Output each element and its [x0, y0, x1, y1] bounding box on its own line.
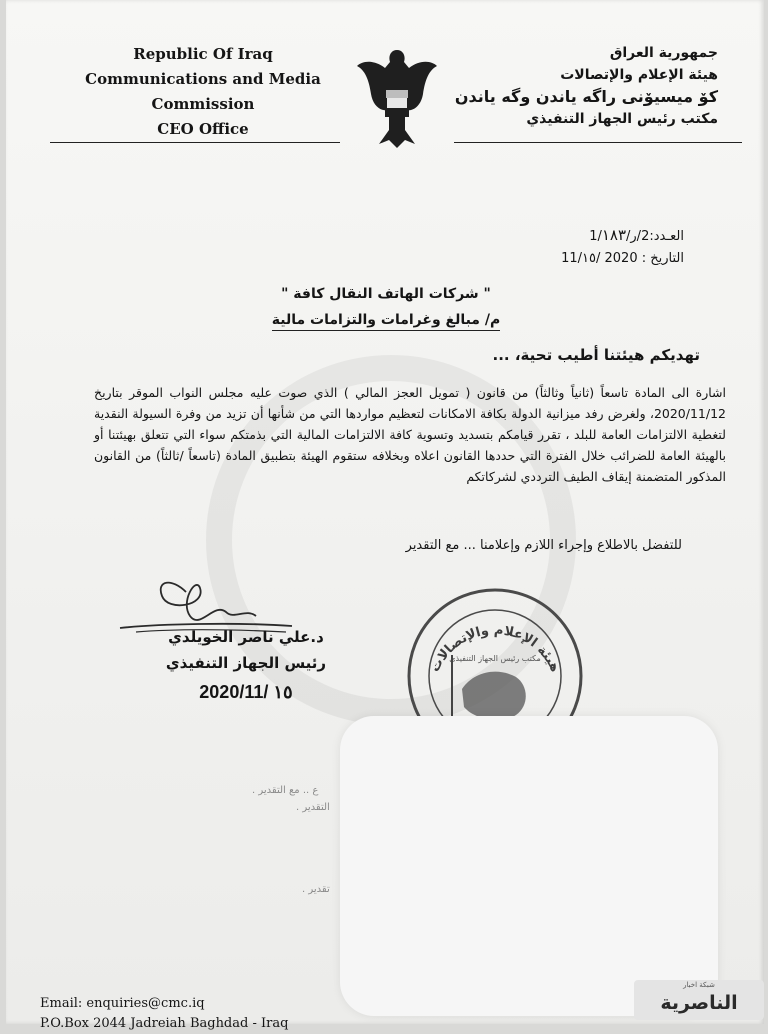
letter-subject [206, 312, 566, 328]
header-arabic [418, 42, 718, 130]
header-en-line: Commission [151, 95, 255, 113]
header-rule-left [50, 142, 340, 143]
header-en-line: CEO Office [157, 120, 249, 138]
letter-closing: للتفضل بالاطلاع وإجراء اللازم وإعلامنا ... مع التقدير [405, 538, 682, 553]
faint-text: ع .. مع التقدير . [252, 785, 319, 796]
header-ar-line: مكتب رئيس الجهاز التنفيذي [526, 111, 718, 127]
letter-recipient: " شركات الهاتف النقال كافة " [281, 286, 491, 302]
footer-address: P.O.Box 2044 Jadreiah Baghdad - Iraq [40, 1016, 289, 1031]
reference-date-label: التاريخ : [641, 251, 684, 266]
letter-body: اشارة الى المادة تاسعاً (ثانياً وثالثاً) من قانون ( تمويل العجز المالي ) الذي صوت عليه مجلس النواب الموقر بتاريخ 2020/11/12، ولغرض رفد ميزانية الدولة بكافة الامكانات لتعظيم مواردها التي من شأنها أن تزيد من وفرة السيولة النقدية لتغطية الالتزامات العامة للبلد ، تقرر قيامكم بتسديد وتسوية كافة الالتزامات المالية التي بذمتكم سواء التي تتعلق بهيئتنا أو بالهيئة العامة للضرائب خلال الفترة التي حددها القانون اعلاه وبخلافه ستقوم الهيئة بتطبيق المادة (تاسعاً /ثالثاً) من القانون المذكور المتضمنة إيقاف الطيف الترددي لشركاتكم [94, 385, 726, 484]
news-network-logo [634, 980, 764, 1020]
faint-text: تقدير . [302, 884, 330, 895]
reference-number-label: العـدد:2/ر/1/ [589, 229, 684, 244]
header-en-line: Communications and Media [85, 70, 321, 88]
redaction-overlay [340, 716, 718, 1016]
logo-main-text: الناصرية [660, 992, 738, 1014]
reference-number-value: ١٨٣ [601, 226, 627, 244]
footer-email: Email: enquiries@cmc.iq [40, 996, 205, 1011]
letter-footer [40, 994, 288, 1034]
header-rule-right [454, 142, 742, 143]
header-ar-line: هيئة الإعلام والإتصالات [560, 67, 718, 83]
reference-block [561, 224, 684, 270]
faint-text: التقدير . [296, 802, 330, 813]
letter-paper [6, 0, 764, 1031]
stamp-office: مكتب رئيس الجهاز التنفيذي [449, 654, 541, 663]
header-en-line: Republic Of Iraq [133, 45, 273, 63]
reference-number [561, 224, 684, 248]
signature-block [156, 624, 336, 703]
signatory-name: د.علي ناصر الخويلدي [168, 628, 324, 646]
letter-greeting: تهديكم هيئتنا أطيب تحية، ... [492, 346, 700, 364]
header-ar-line: كۆ ميسيۆنى راگه ياندن وگه ياندن [454, 87, 718, 106]
stamp-text: هيئة الإعلام والإتصالات [427, 622, 563, 675]
reference-date-value: 2020 /11/١٥ [561, 251, 638, 266]
logo-small-text: شبكة اخبار [683, 981, 715, 989]
signatory-title: رئيس الجهاز التنفيذي [165, 654, 327, 672]
signature-date: 2020/11/ ١٥ [199, 682, 293, 702]
header-ar-line: جمهورية العراق [609, 45, 718, 61]
letter-subject-text: م/ مبالغ وغرامات والتزامات مالية [272, 312, 500, 331]
header-english [68, 42, 338, 142]
reference-date [561, 248, 684, 270]
